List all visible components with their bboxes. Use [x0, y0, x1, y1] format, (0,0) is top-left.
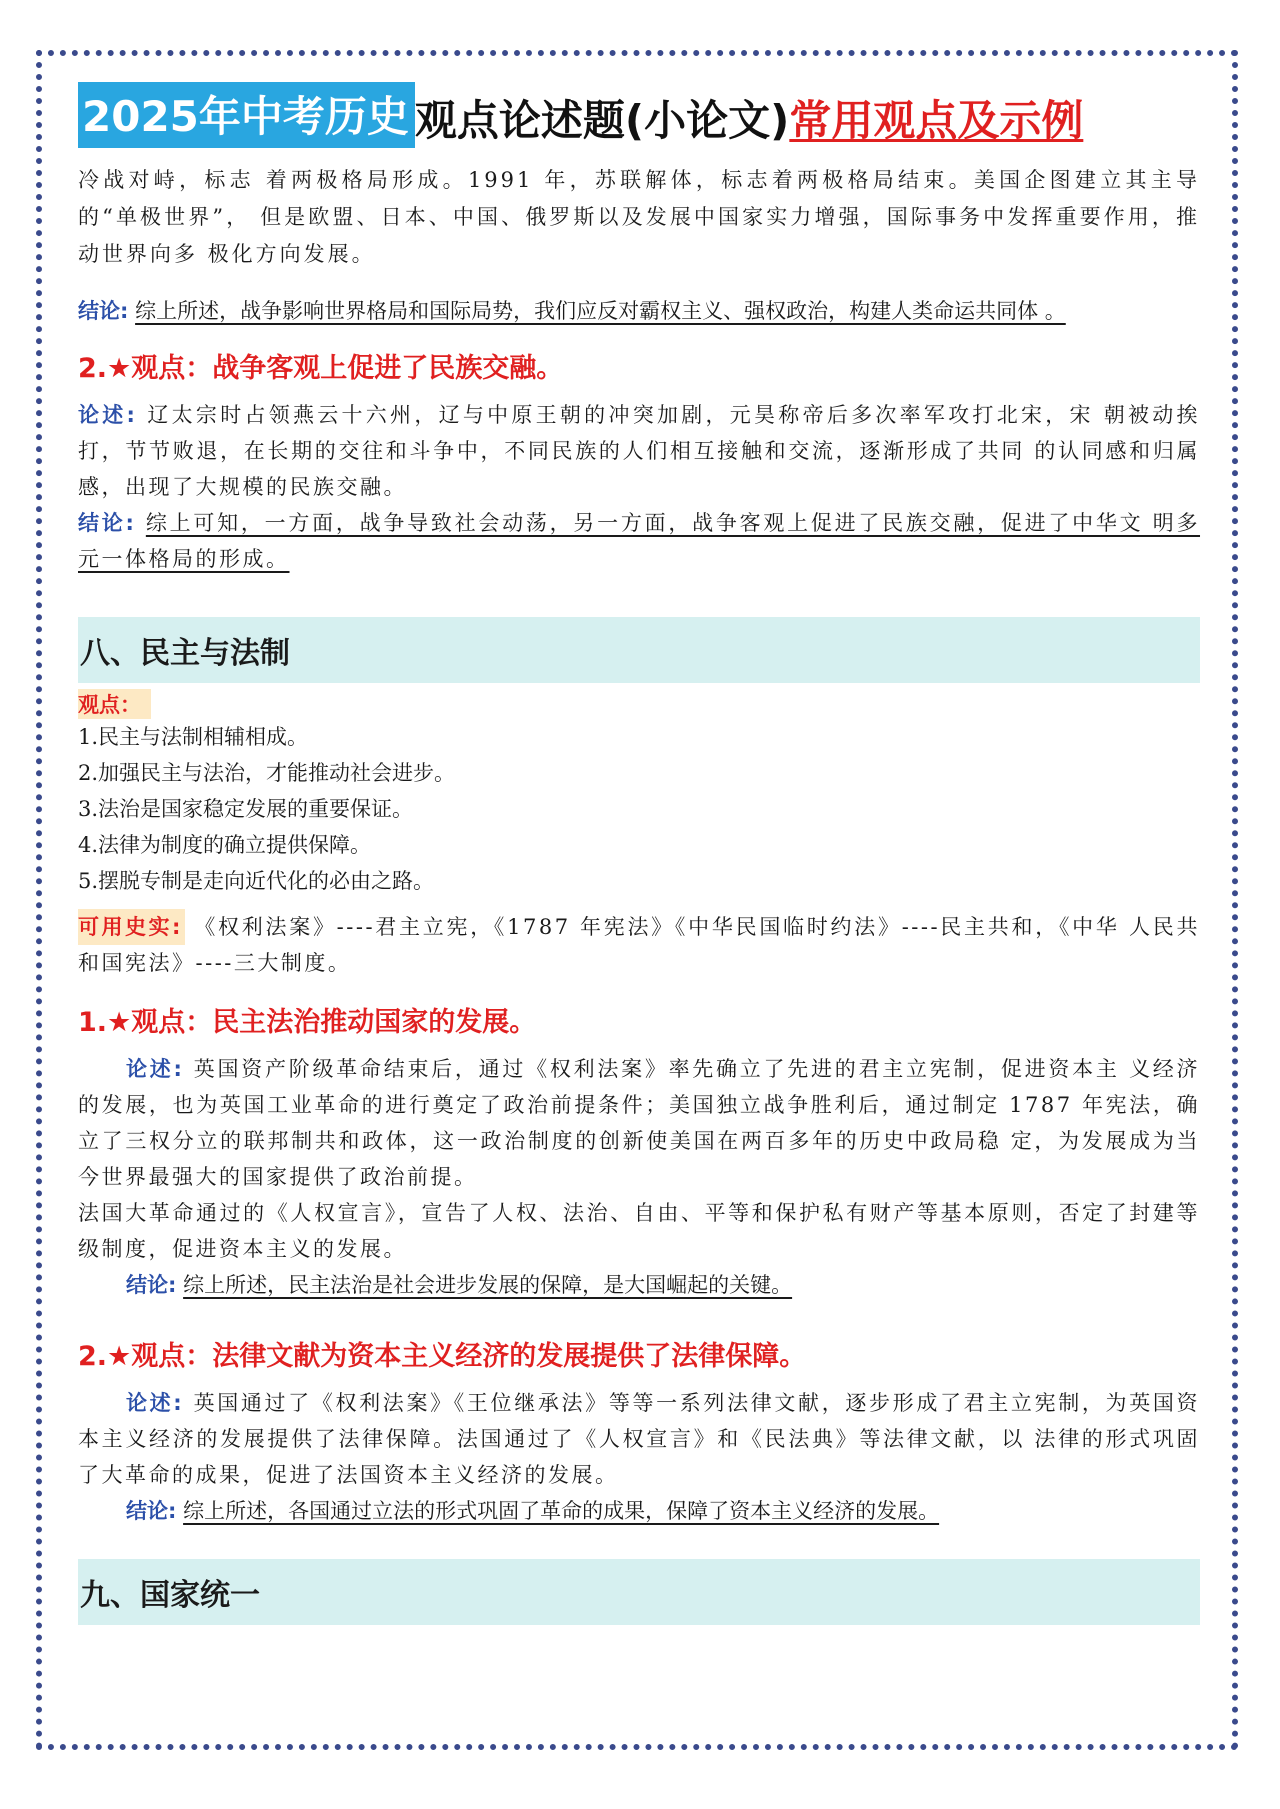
section-heading-democracy: 八、民主与法制 [78, 617, 1200, 683]
title-part-topic: 观点论述题(小论文) [414, 96, 790, 145]
history-label: 可用史实: [78, 909, 185, 945]
document-page [78, 84, 1200, 1625]
democracy-point1-argument-2: 法国大革命通过的《人权宣言》，宣告了人权、法治、自由、平等和保护私有财产等基本原则，否定了封建等级制度，促进资本主义的发展。 [78, 1201, 1200, 1261]
list-item: 3.法治是国家稳定发展的重要保证。 [78, 797, 414, 821]
democracy-point2-conclusion [78, 1493, 1200, 1529]
democracy-point2-argument [78, 1385, 1200, 1493]
conclusion-label: 结论: [78, 299, 129, 323]
war-point2-argument [78, 397, 1200, 505]
title-part-year: 2025年中考历史 [78, 82, 415, 148]
war-point2-heading: 2.★观点：战争客观上促进了民族交融。 [78, 353, 564, 384]
argument-text: 英国通过了《权利法案》《王位继承法》等等一系列法律文献，逐步形成了君主立宪制，为英国资本主义经济的发展提供了法律保障。法国通过了《人权宣言》和《民法典》等法律文献，以 法律的形式巩固了大革命的成果，促进了法国资本主义经济的发展。 [78, 1391, 1201, 1487]
list-item: 2.加强民主与法治，才能推动社会进步。 [78, 761, 456, 785]
intro-paragraph: 冷战对峙，标志 着两极格局形成。1991 年，苏联解体，标志着两极格局结束。美国企图建立其主导的“单极世界”， 但是欧盟、日本、中国、俄罗斯以及发展中国家实力增强，国际事务中发挥重要作用，推动世界向多 极化方向发展。 [78, 168, 1200, 266]
conclusion-text: 综上所述，民主法治是社会进步发展的保障，是大国崛起的关键。 [183, 1273, 793, 1297]
points-label-row [78, 689, 1200, 719]
list-item: 5.摆脱专制是走向近代化的必由之路。 [78, 869, 435, 893]
conclusion-text: 综上所述，战争影响世界格局和国际局势，我们应反对霸权主义、强权政治，构建人类命运共同体 。 [135, 299, 1066, 323]
conclusion-text: 综上所述，各国通过立法的形式巩固了革命的成果，保障了资本主义经济的发展。 [183, 1499, 940, 1523]
page-title [78, 84, 1200, 148]
conclusion-text: 综上可知，一方面，战争导致社会动荡，另一方面，战争客观上促进了民族交融，促进了中华文 明多元一体格局的形成。 [78, 511, 1201, 571]
democracy-point1-argument [78, 1051, 1200, 1195]
history-text: 《权利法案》----君主立宪，《1787 年宪法》《中华民国临时约法》----民主共和，《中华 人民共和国宪法》----三大制度。 [78, 915, 1200, 975]
conclusion-label: 结论: [126, 1499, 177, 1523]
section-heading-unification: 九、国家统一 [78, 1559, 1200, 1625]
title-part-subject: 常用观点及示例 [789, 96, 1084, 145]
argument-text: 英国资产阶级革命结束后，通过《权利法案》率先确立了先进的君主立宪制，促进资本主 义经济的发展，也为英国工业革命的进行奠定了政治前提条件；美国独立战争胜利后，通过制定 1787 年宪法，确立了三权分立的联邦制共和政体，这一政治制度的创新使美国在两百多年的历史中政局稳 定，为发展成为当今世界最强大的国家提供了政治前提。 [78, 1057, 1200, 1189]
conclusion-1 [78, 293, 1200, 329]
democracy-point1-heading: 1.★观点：民主法治推动国家的发展。 [78, 1007, 537, 1038]
argument-label: 论述: [126, 1391, 185, 1415]
history-facts [78, 909, 1200, 981]
democracy-point2-heading: 2.★观点：法律文献为资本主义经济的发展提供了法律保障。 [78, 1341, 807, 1372]
conclusion-label: 结论: [78, 511, 137, 535]
conclusion-label: 结论: [126, 1273, 177, 1297]
points-label: 观点： [78, 689, 151, 719]
list-item: 1.民主与法制相辅相成。 [78, 725, 309, 749]
war-point2-conclusion [78, 505, 1200, 577]
argument-label: 论述: [78, 403, 138, 427]
points-list [78, 719, 1200, 899]
list-item: 4.法律为制度的确立提供保障。 [78, 833, 372, 857]
democracy-point1-conclusion [78, 1267, 1200, 1303]
argument-label: 论述: [126, 1057, 185, 1081]
argument-text: 辽太宗时占领燕云十六州，辽与中原王朝的冲突加剧，元昊称帝后多次率军攻打北宋，宋 朝被动挨打，节节败退，在长期的交往和斗争中，不同民族的人们相互接触和交流，逐渐形成了共同 的认同感和归属感，出现了大规模的民族交融。 [78, 403, 1200, 499]
